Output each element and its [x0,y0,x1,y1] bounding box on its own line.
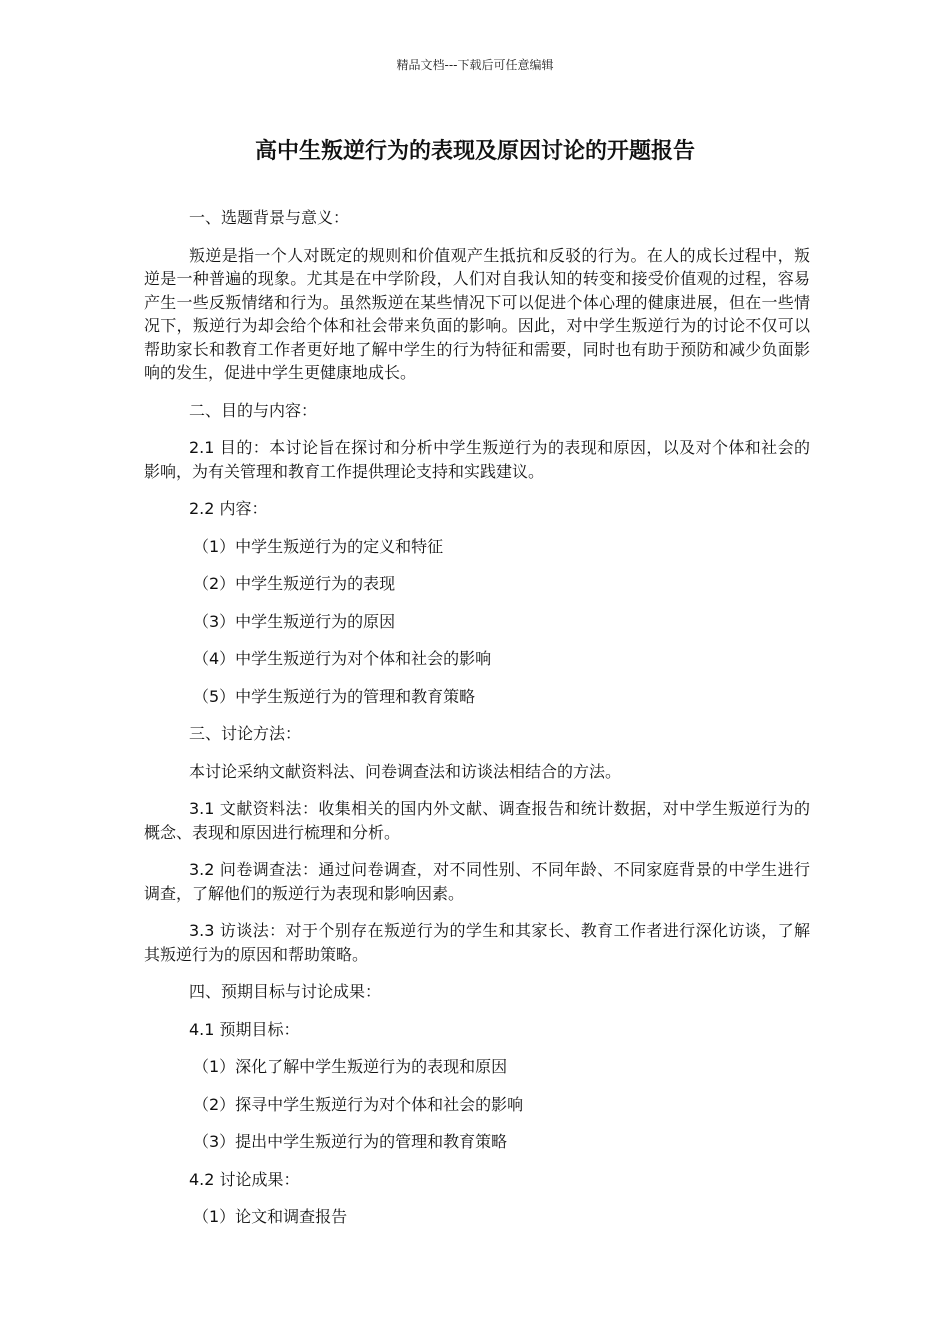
content-list-item: （4）中学生叛逆行为对个体和社会的影响 [193,649,492,668]
content-list-item: （1）中学生叛逆行为的定义和特征 [193,536,444,556]
method-interview: 3.3 访谈法：对于个别存在叛逆行为的学生和其家长、教育工作者进行深化访谈，了解其叛逆行为的原因和帮助策略。 [144,921,810,964]
goals-heading: 4.1 预期目标： [189,1019,300,1039]
results-heading: 4.2 讨论成果： [189,1169,300,1189]
result-list-item: （1）论文和调查报告 [193,1207,348,1226]
section-1-heading: 一、选题背景与意义： [189,208,350,227]
section-3-heading: 三、讨论方法： [189,724,302,743]
content-list-item: （3）中学生叛逆行为的原因 [193,611,396,631]
header-note: 精品文档---下载后可任意编辑 [396,58,554,72]
methods-intro: 本讨论采纳文献资料法、问卷调查法和访谈法相结合的方法。 [189,761,622,781]
goal-list-item: （1）深化了解中学生叛逆行为的表现和原因 [193,1057,508,1076]
document-title: 高中生叛逆行为的表现及原因讨论的开题报告 [254,139,695,164]
content-heading: 2.2 内容： [189,499,268,518]
method-questionnaire: 3.2 问卷调查法：通过问卷调查，对不同性别、不同年龄、不同家庭背景的中学生进行调查，了解他们的叛逆行为表现和影响因素。 [144,860,810,903]
document-body [144,206,810,1243]
content-list-item: （2）中学生叛逆行为的表现 [193,574,396,593]
section-2-heading: 二、目的与内容： [189,400,318,420]
section-4-heading: 四、预期目标与讨论成果： [189,982,382,1001]
goal-list-item: （3）提出中学生叛逆行为的管理和教育策略 [193,1132,508,1151]
method-literature: 3.1 文献资料法：收集相关的国内外文献、调查报告和统计数据，对中学生叛逆行为的概念、表现和原因进行梳理和分析。 [144,799,810,842]
goal-list-item: （2）探寻中学生叛逆行为对个体和社会的影响 [193,1094,524,1114]
content-list-item: （5）中学生叛逆行为的管理和教育策略 [193,686,476,706]
purpose-paragraph: 2.1 目的：本讨论旨在探讨和分析中学生叛逆行为的表现和原因，以及对个体和社会的影响，为有关管理和教育工作提供理论支持和实践建议。 [144,438,810,481]
section-1-paragraph: 叛逆是指一个人对既定的规则和价值观产生抵抗和反驳的行为。在人的成长过程中，叛逆是一种普遍的现象。尤其是在中学阶段，人们对自我认知的转变和接受价值观的过程，容易产生一些反叛情绪和行为。虽然叛逆在某些情况下可以促进个体心理的健康进展，但在一些情况下，叛逆行为却会给个体和社会带来负面的影响。因此，对中学生叛逆行为的讨论不仅可以帮助家长和教育工作者更好地了解中学生的行为特征和需要，同时也有助于预防和减少负面影响的发生，促进中学生更健康地成长。 [144,245,810,382]
